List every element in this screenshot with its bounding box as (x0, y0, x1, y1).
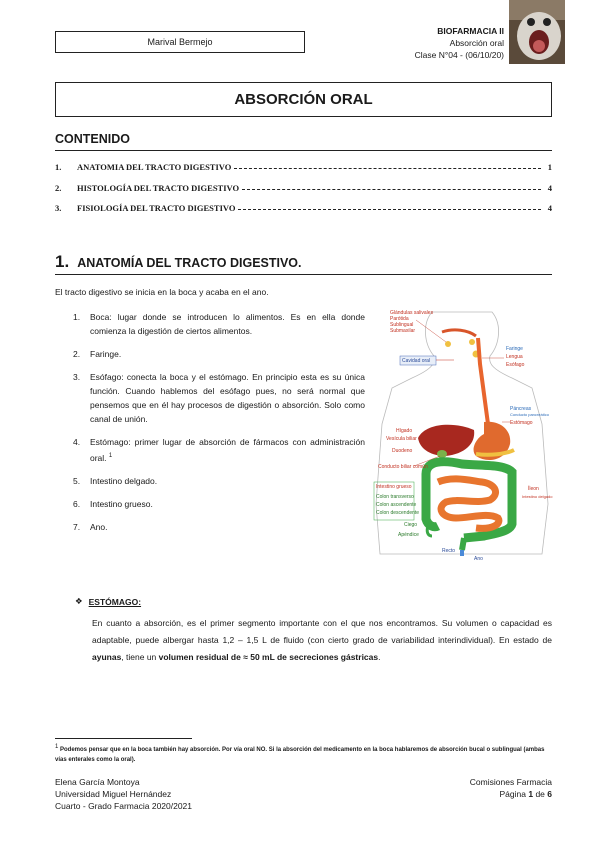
section-divider (55, 274, 552, 275)
diagram-label: Submaxilar (390, 328, 416, 334)
list-item (73, 310, 365, 338)
list-item (73, 520, 365, 534)
toc-page: 1 (547, 162, 552, 172)
list-item (73, 474, 365, 488)
author-name: Marival Bermejo (147, 37, 213, 47)
diagram-label: Apéndice (398, 532, 419, 538)
list-number: 2. (73, 349, 81, 359)
diagram-label: Conducto pancreático (510, 412, 549, 417)
page-mid: de (533, 789, 548, 799)
diagram-label: Ciego (404, 522, 418, 528)
toc-label: ANATOMIA DEL TRACTO DIGESTIVO (77, 162, 232, 172)
list-text: Intestino grueso. (90, 498, 153, 509)
toc-entry[interactable] (55, 179, 552, 193)
list-text: Boca: lugar donde se introducen lo alimentos. Es en ella donde comienza la digestión de ciertos alimentos. (90, 312, 365, 336)
diagram-label: Duodeno (392, 448, 413, 454)
list-number: 6. (73, 498, 81, 509)
section-intro: El tracto digestivo se inicia en la boca y acaba en el ano. (55, 287, 269, 297)
page-number (470, 788, 552, 800)
diagram-label: Esófago (506, 362, 525, 368)
diagram-label: Parótida (390, 316, 409, 322)
footnote-text: Podemos pensar que en la boca también hay absorción. Por vía oral NO. Si la absorción del medicamento en la boca hablaremos de absorción bucal o sublingual (ambas vías enterales como la oral). (55, 747, 545, 763)
footer-commission: Comisiones Farmacia (469, 777, 552, 787)
diagram-label: Hígado (396, 428, 413, 434)
paragraph-text: , tiene un (121, 652, 159, 662)
diagram-label: Colon descendente (376, 510, 420, 516)
toc-number: 3. (55, 203, 62, 213)
list-text: Estómago: primer lugar de absorción de fármacos con administración oral. (90, 437, 365, 463)
stomach-heading-label: ESTÓMAGO: (88, 596, 142, 607)
toc-page: 4 (547, 203, 552, 213)
toc-entry[interactable] (55, 199, 552, 213)
footer-year: Cuarto - Grado Farmacia 2020/2021 (55, 801, 193, 811)
list-number: 1. (73, 312, 81, 322)
header-info (415, 25, 504, 61)
toc-entry[interactable] (55, 158, 552, 172)
header-photo (509, 0, 565, 64)
toc-number: 2. (55, 183, 62, 193)
diagram-label: Lengua (506, 354, 523, 360)
list-number: 4. (73, 437, 81, 447)
diagram-label: Íleon (528, 486, 539, 492)
paragraph-text: . (378, 652, 381, 662)
list-item (73, 435, 365, 465)
toc-leader (238, 208, 541, 210)
diagram-label: Glándulas salivales (390, 310, 434, 316)
paragraph-text: En cuanto a absorción, es el primer segmento importante con el que nos encontramos. Su volumen o capacidad es adaptable, puede albergar hasta 1,2 – 1,5 L de fluido (con cierto grado de variabilidad interindividual). En estado de (92, 618, 552, 645)
list-text: Intestino delgado. (90, 475, 158, 486)
list-number: 3. (73, 372, 81, 382)
footnote (55, 742, 552, 765)
list-item (73, 497, 365, 511)
toc-page: 4 (547, 183, 552, 193)
footer-left (55, 776, 192, 812)
list-number: 5. (73, 475, 81, 486)
page-prefix: Página (499, 789, 529, 799)
toc-leader (234, 167, 541, 169)
list-number: 7. (73, 521, 81, 532)
list-text: Faringe. (90, 349, 122, 359)
contents-heading: CONTENIDO (55, 132, 130, 146)
footer-author: Elena García Montoya (55, 777, 140, 787)
toc-number: 1. (55, 162, 62, 172)
toc-label: HISTOLOGÍA DEL TRACTO DIGESTIVO (77, 183, 240, 193)
course-title: BIOFARMACIA II (437, 26, 504, 36)
stomach-paragraph (92, 615, 552, 666)
footnote-marker: 1 (55, 744, 59, 750)
section-heading (55, 252, 302, 272)
list-text: Ano. (90, 521, 108, 532)
diagram-label: Colon transverso (376, 494, 414, 500)
footnote-ref[interactable]: 1 (108, 453, 113, 459)
subject-title: Absorción oral (449, 38, 504, 48)
page-total: 6 (547, 789, 552, 799)
diagram-label: Ano (474, 556, 483, 562)
diagram-label: Estómago (510, 420, 533, 426)
footnote-divider (55, 738, 192, 739)
author-name-box (55, 31, 305, 53)
section-title: ANATOMÍA DEL TRACTO DIGESTIVO. (77, 256, 302, 270)
footer-university: Universidad Miguel Hernández (55, 789, 172, 799)
diamond-bullet-icon: ❖ (75, 596, 83, 606)
document-title-box (55, 82, 552, 117)
paragraph-bold: volumen residual de ≈ 50 mL de secreciones gástricas (158, 652, 379, 662)
page-current: 1 (528, 789, 534, 799)
document-title: ABSORCIÓN ORAL (234, 91, 373, 108)
diagram-label: Conducto biliar común (378, 464, 428, 470)
digestive-tract-diagram (372, 304, 554, 564)
contents-divider (55, 150, 552, 151)
footer-right (470, 776, 552, 800)
diagram-label: Vesícula biliar (386, 436, 417, 442)
list-item (73, 347, 365, 361)
toc-leader (242, 188, 541, 190)
diagram-label: Sublingual (390, 322, 414, 328)
paragraph-bold: ayunas (92, 652, 122, 662)
list-item (73, 370, 365, 426)
diagram-label: Intestino delgado (522, 494, 553, 499)
anatomy-list (73, 310, 365, 543)
diagram-label: Recto (442, 548, 456, 554)
stomach-heading (75, 596, 141, 607)
toc-label: FISIOLOGÍA DEL TRACTO DIGESTIVO (77, 203, 236, 213)
diagram-label: Cavidad oral (402, 358, 431, 364)
section-number: 1. (55, 252, 70, 271)
class-info: Clase N°04 - (06/10/20) (414, 50, 504, 60)
diagram-label: Intestino grueso (376, 484, 412, 490)
diagram-label: Faringe (506, 346, 523, 352)
diagram-label: Páncreas (510, 406, 532, 412)
list-text: Esófago: conecta la boca y el estómago. En principio esta es su única función. Cuando hablemos del esófago pues, no será normal que pensemos que en él hay procesos de digestión o absorción. Solo como canal de unión. (90, 372, 365, 424)
diagram-label: Colon ascendente (376, 502, 417, 508)
